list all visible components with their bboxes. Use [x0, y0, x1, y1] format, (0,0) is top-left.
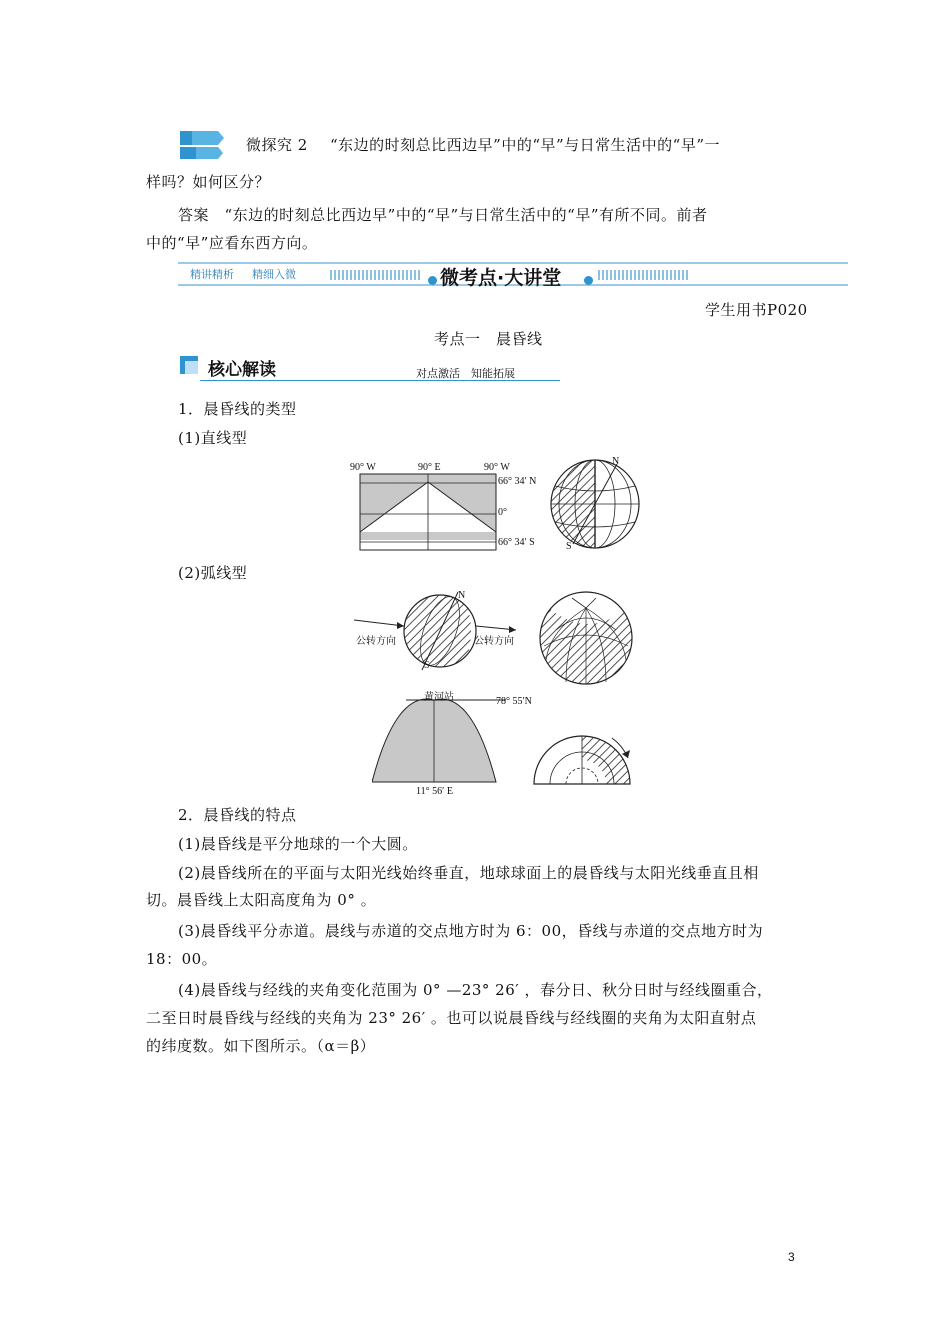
map-label-90w-right: 90° W — [484, 462, 510, 473]
orbit-direction-label-right: 公转方向 — [474, 636, 514, 647]
map-label-90w-left: 90° W — [350, 462, 376, 473]
core-subtitle: 对点激活 知能拓展 — [416, 367, 515, 380]
answer-line2: 中的“早”应看东西方向。 — [146, 234, 318, 252]
answer-line1: 答案 “东边的时刻总比西边早”中的“早”与日常生活中的“早”有所不同。前者 — [178, 206, 708, 224]
globe-orbit-terminator — [350, 590, 520, 672]
globe2-n-label: N — [458, 590, 466, 601]
explore-question-line2: 样吗？如何区分？ — [146, 173, 271, 191]
feature-p2-line1: (2)晨昏线所在的平面与太阳光线始终垂直，地球球面上的晨昏线与太阳光线垂直且相 — [178, 864, 759, 882]
feature-p2-line2: 切。晨昏线上太阳高度角为 0° 。 — [146, 891, 377, 909]
globe-straight-terminator — [545, 456, 645, 556]
section-title: 考点一 晨昏线 — [434, 330, 543, 348]
feature-p3-line1: (3)晨昏线平分赤道。晨线与赤道的交点地方时为 6：00，昏线与赤道的交点地方时为 — [178, 922, 764, 940]
banner-dot-right — [584, 276, 593, 285]
explore-arrows-icon — [178, 127, 242, 163]
banner-dots — [330, 270, 422, 280]
globe-polar-terminator — [536, 590, 636, 686]
feature-p4-line2: 二至日时晨昏线与经线的夹角为 23° 26′ 。也可以说晨昏线与经线圈的夹角为太阳直射点 — [146, 1009, 757, 1027]
polar-semicircle-diagram — [526, 728, 638, 788]
station-latitude-label: 78° 55′N — [496, 696, 532, 707]
type-straight-label: (1)直线型 — [178, 429, 248, 447]
page-reference: 学生用书P020 — [705, 301, 808, 319]
features-heading: 2．晨昏线的特点 — [178, 806, 297, 824]
types-heading: 1．晨昏线的类型 — [178, 400, 297, 418]
feature-p3-line2: 18：00。 — [146, 950, 218, 968]
map-label-lat-s: 66° 34′ S — [498, 537, 535, 548]
map-label-90e: 90° E — [418, 462, 441, 473]
globe1-n-label: N — [612, 456, 620, 467]
explore-question-line1: “东边的时刻总比西边早”中的“早”与日常生活中的“早”一 — [330, 136, 721, 154]
banner-left-text-1: 精讲精析 — [190, 268, 234, 281]
core-square-icon-inner — [185, 361, 198, 374]
orbit-direction-label-left: 公转方向 — [356, 636, 396, 647]
feature-p4-line1: (4)晨昏线与经线的夹角变化范围为 0° —23° 26′ ，春分日、秋分日时与经线圈重合， — [178, 981, 773, 999]
globe2-s-label: S — [424, 660, 430, 671]
core-title: 核心解读 — [208, 360, 276, 380]
explore-label: 微探究 2 — [246, 136, 308, 154]
globe1-s-label: S — [566, 541, 572, 552]
banner-title: 微考点·大讲堂 — [440, 267, 562, 289]
banner-dots-right — [598, 270, 690, 280]
station-label: 黄河站 — [424, 692, 454, 703]
banner-left-text-2: 精细入微 — [252, 268, 296, 281]
feature-p4-line3: 的纬度数。如下图所示。（α＝β） — [146, 1037, 376, 1055]
type-arc-label: (2)弧线型 — [178, 564, 248, 582]
feature-p1: (1)晨昏线是平分地球的一个大圆。 — [178, 835, 418, 853]
page-number: 3 — [788, 1250, 795, 1264]
map-label-lat-n: 66° 34′ N — [498, 476, 537, 487]
banner-dot-left — [428, 276, 437, 285]
map-label-equator: 0° — [498, 507, 507, 518]
station-longitude-label: 11° 56′ E — [416, 786, 453, 797]
